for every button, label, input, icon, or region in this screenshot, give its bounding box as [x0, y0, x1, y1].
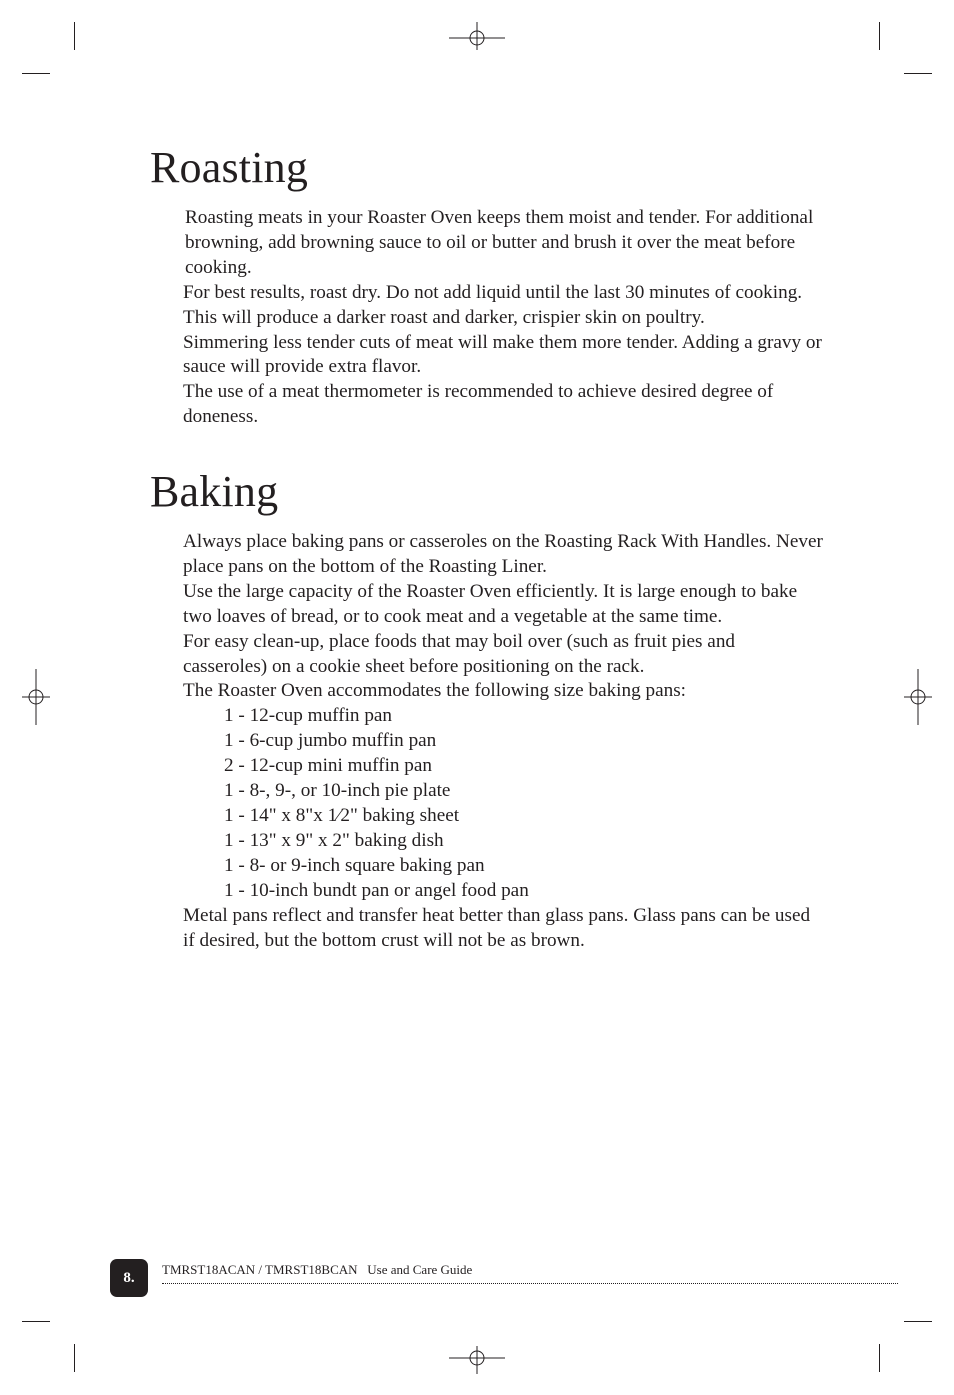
list-item: 1 - 6-cup jumbo muffin pan — [224, 730, 437, 752]
footer-guide: Use and Care Guide — [367, 1262, 473, 1277]
list-item: 1 - 8- or 9-inch square baking pan — [224, 854, 485, 876]
baking-closing-paragraph: Metal pans reflect and transfer heat better than glass pans. Glass pans can be used if desired, but the bottom crust will not be as brown. — [183, 904, 811, 951]
footer-dotted-rule — [162, 1283, 898, 1284]
crop-mark — [879, 1344, 880, 1372]
baking-paragraph: Always place baking pans or casseroles on the Roasting Rack With Handles. Never place pans on the bottom of the Roasting Liner. — [183, 531, 823, 577]
roasting-paragraph: The use of a meat thermometer is recommended to achieve desired degree of doneness. — [183, 381, 774, 428]
registration-mark-icon — [447, 1328, 507, 1388]
page-number: 8. — [123, 1269, 135, 1286]
baking-pan-list — [183, 704, 823, 903]
crop-mark — [879, 22, 880, 50]
roasting-heading: Roasting — [150, 143, 309, 192]
baking-paragraph: For easy clean-up, place foods that may boil over (such as fruit pies and casseroles) on a cookie sheet before positioning on the rack. — [183, 630, 736, 677]
footer-model: TMRST18ACAN / TMRST18BCAN — [162, 1262, 358, 1277]
registration-mark-icon — [447, 8, 507, 68]
list-item: 1 - 13" x 9" x 2" baking dish — [224, 829, 444, 851]
crop-mark — [904, 1321, 932, 1322]
crop-mark — [22, 1321, 50, 1322]
baking-body — [183, 530, 823, 953]
registration-mark-icon — [6, 667, 66, 727]
roasting-body — [183, 206, 823, 430]
crop-mark — [74, 1344, 75, 1372]
list-item: 1 - 8-, 9-, or 10-inch pie plate — [224, 780, 451, 802]
baking-heading: Baking — [150, 467, 279, 516]
registration-mark-icon — [888, 667, 948, 727]
baking-paragraph: The Roaster Oven accommodates the following size baking pans: — [183, 680, 686, 702]
list-item: 1 - 12-cup muffin pan — [224, 705, 393, 727]
footer-title — [162, 1262, 472, 1278]
roasting-paragraph: Simmering less tender cuts of meat will make them more tender. Adding a gravy or sauce will provide extra flavor. — [183, 331, 822, 378]
roasting-paragraph: Roasting meats in your Roaster Oven keeps them moist and tender. For additional browning, add browning sauce to oil or butter and brush it over the meat before cooking. — [185, 207, 814, 278]
list-item: 2 - 12-cup mini muffin pan — [224, 755, 433, 777]
crop-mark — [904, 73, 932, 74]
page-number-badge — [110, 1259, 148, 1297]
roasting-paragraph: For best results, roast dry. Do not add liquid until the last 30 minutes of cooking. This will produce a darker roast and darker, crispier skin on poultry. — [183, 281, 803, 328]
list-item: 1 - 14" x 8"x 1⁄2" baking sheet — [224, 804, 460, 826]
list-item: 1 - 10-inch bundt pan or angel food pan — [224, 879, 529, 901]
crop-mark — [74, 22, 75, 50]
baking-paragraph: Use the large capacity of the Roaster Oven efficiently. It is large enough to bake two loaves of bread, or to cook meat and a vegetable at the same time. — [183, 580, 798, 627]
crop-mark — [22, 73, 50, 74]
